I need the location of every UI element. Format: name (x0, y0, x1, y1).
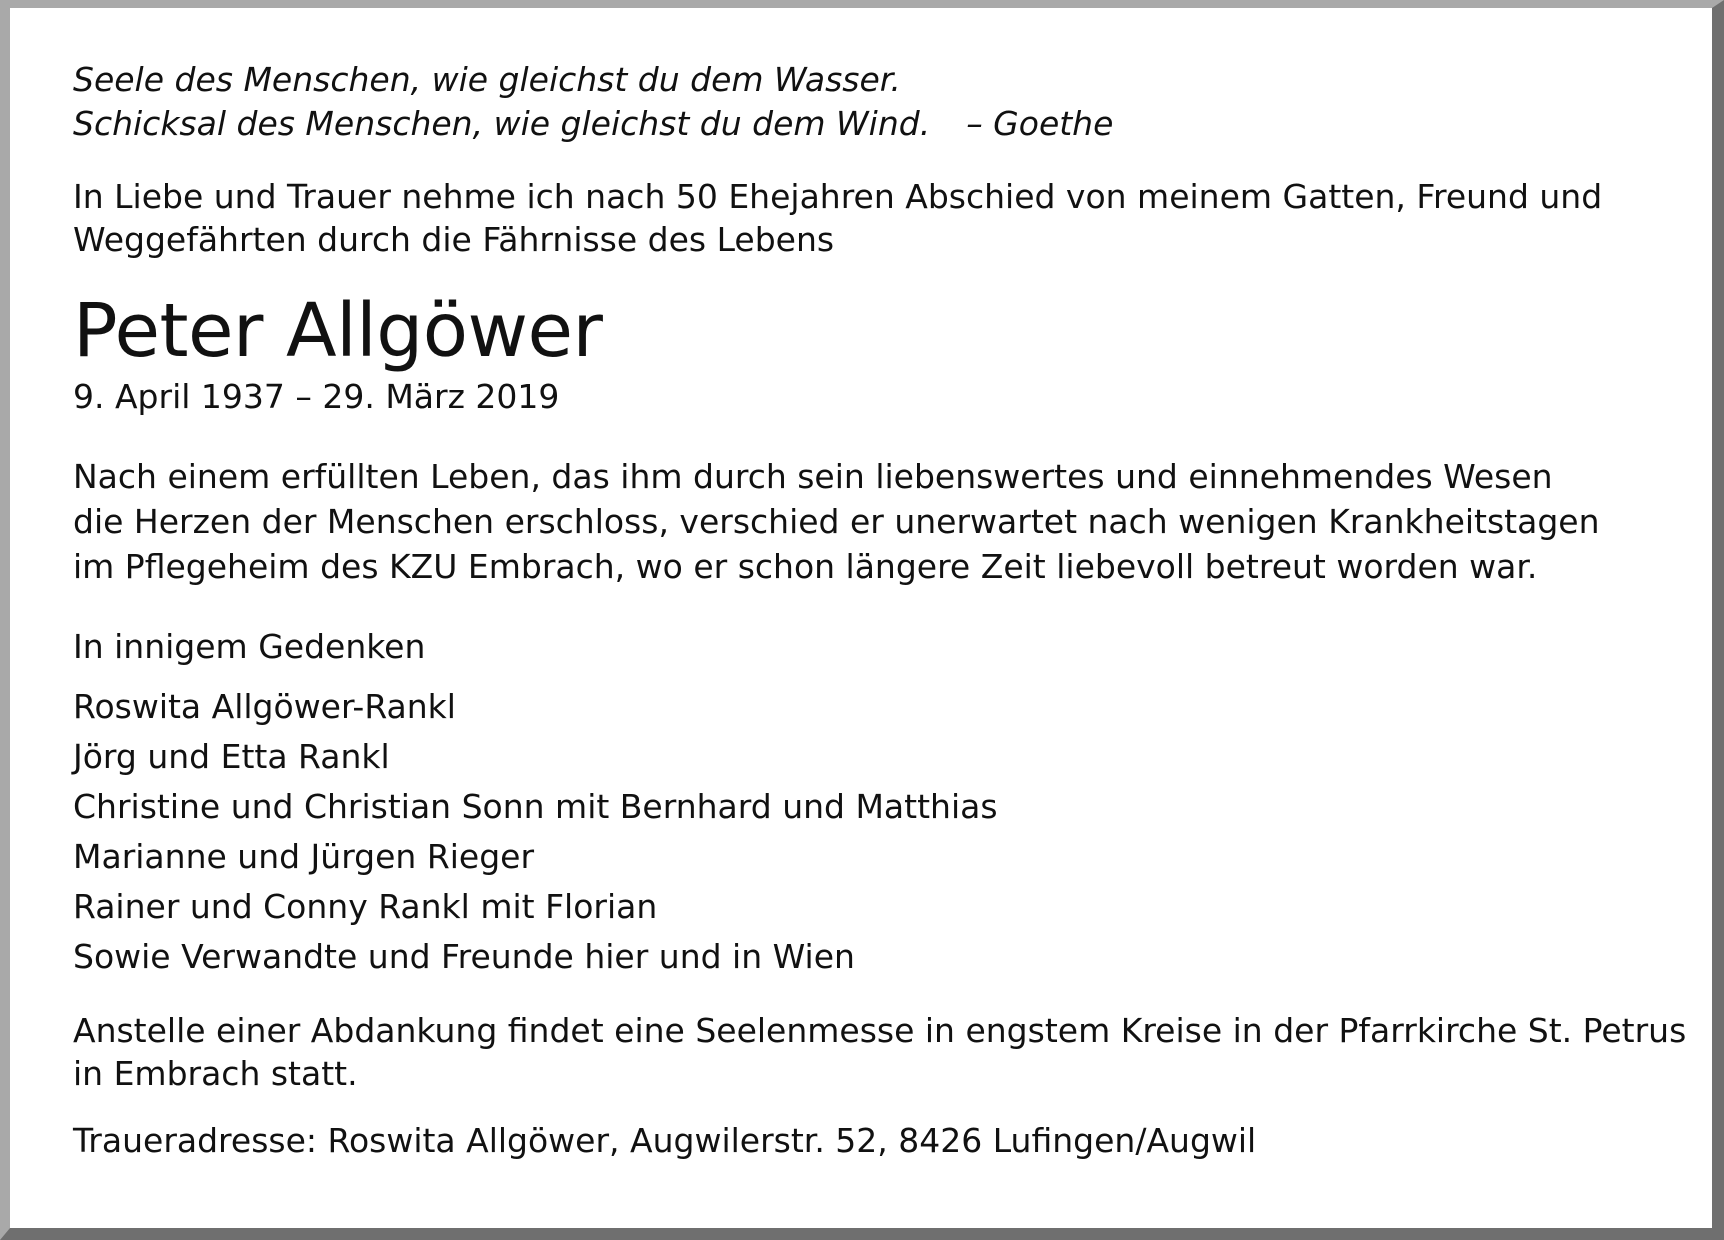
mourner-name: Sowie Verwandte und Freunde hier und in Wien (73, 937, 855, 976)
goethe-quote (73, 58, 1673, 146)
mourner-name: Jörg und Etta Rankl (73, 737, 390, 776)
intro-text: In Liebe und Trauer nehme ich nach 50 Ehejahren Abschied von meinem Gatten, Freund und Weggefährten durch die Fährnisse des Lebens (73, 177, 1603, 259)
deceased-name: Peter Allgöwer (73, 288, 603, 374)
mourners-list (73, 682, 1673, 982)
remembrance-heading: In innigem Gedenken (73, 627, 426, 666)
quote-line-2 (73, 102, 1673, 146)
mourner-name: Marianne und Jürgen Rieger (73, 837, 535, 876)
mourner-name: Rainer und Conny Rankl mit Florian (73, 887, 658, 926)
quote-line-1: Seele des Menschen, wie gleichst du dem Wasser. (73, 60, 901, 99)
obituary-text (73, 454, 1673, 589)
life-dates: 9. April 1937 – 29. März 2019 (73, 377, 560, 416)
mourning-address: Traueradresse: Roswita Allgöwer, Augwilerstr. 52, 8426 Lufingen/Augwil (73, 1121, 1257, 1160)
obituary-line-3: im Pflegeheim des KZU Embrach, wo er schon längere Zeit liebevoll betreut worden war. (73, 547, 1538, 586)
ceremony-line-2: in Embrach statt. (73, 1054, 358, 1093)
ceremony-info (73, 1009, 1687, 1095)
obituary-notice (73, 58, 1687, 1162)
mourner-name: Roswita Allgöwer-Rankl (73, 687, 456, 726)
obituary-line-1: Nach einem erfüllten Leben, das ihm durch sein liebenswertes und einnehmendes Wesen (73, 457, 1553, 496)
mourner-name: Christine und Christian Sonn mit Bernhard und Matthias (73, 787, 998, 826)
obituary-line-2: die Herzen der Menschen erschloss, verschied er unerwartet nach wenigen Krankheitstagen (73, 502, 1600, 541)
quote-attribution: – Goethe (966, 104, 1114, 143)
quote-line-2-text: Schicksal des Menschen, wie gleichst du dem Wind. (73, 104, 931, 143)
ceremony-line-1: Anstelle einer Abdankung findet eine Seelenmesse in engstem Kreise in der Pfarrkirche St. Petrus (73, 1011, 1687, 1050)
